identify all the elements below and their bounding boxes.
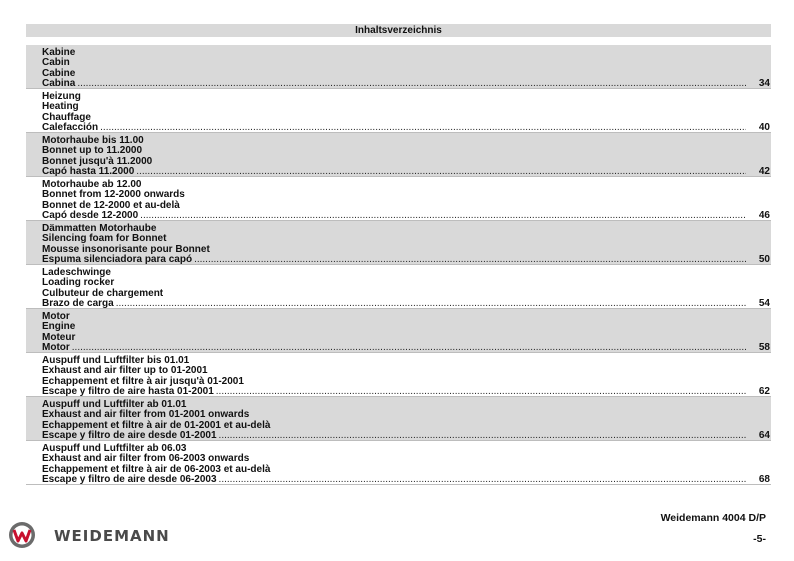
toc-entry-line: Espuma silenciadora para capó (42, 253, 193, 265)
toc-entry-line: Cabin (42, 57, 70, 69)
toc-entry-line: Chauffage (42, 111, 91, 123)
toc-entry-last-line (42, 343, 771, 353)
toc-entry-line: Heating (42, 101, 79, 113)
toc-entry-line: Brazo de carga (42, 297, 114, 309)
model-name: Weidemann 4004 D/P (660, 512, 766, 524)
dot-leader (136, 167, 746, 177)
toc-entry-line: Motorhaube ab 12.00 (42, 179, 142, 190)
page-number: -5- (753, 533, 766, 545)
dot-leader (72, 343, 746, 353)
table-of-contents (26, 45, 771, 485)
toc-entry-line: Bonnet de 12-2000 et au-delà (42, 199, 180, 211)
toc-entry-line: Echappement et filtre à air de 01-2001 et au-delà (42, 419, 271, 431)
toc-entry-line: Motor (42, 311, 70, 322)
toc-page-number[interactable]: 40 (758, 121, 770, 133)
toc-entry-line: Heizung (42, 91, 81, 102)
toc-entry-line: Culbuteur de chargement (42, 287, 164, 299)
toc-entry-line: Mousse insonorisante pour Bonnet (42, 243, 210, 255)
toc-entry-line: Capó desde 12-2000 (42, 209, 139, 221)
toc-page-number[interactable]: 62 (758, 385, 770, 397)
toc-entry[interactable] (26, 89, 771, 133)
toc-entry-line: Capó hasta 11.2000 (42, 165, 135, 177)
dot-leader (219, 475, 746, 485)
toc-entry-last-line (42, 255, 771, 265)
toc-page-number[interactable]: 54 (758, 297, 770, 309)
toc-entry[interactable] (26, 45, 771, 89)
toc-entry-last-line (42, 387, 771, 397)
toc-entry-line: Cabina (42, 77, 76, 89)
dot-leader (100, 123, 746, 133)
toc-entry[interactable] (26, 309, 771, 353)
dot-leader (116, 299, 746, 309)
toc-entry-line: Silencing foam for Bonnet (42, 233, 167, 245)
toc-entry[interactable] (26, 441, 771, 485)
toc-entry-line: Auspuff und Luftfilter ab 01.01 (42, 399, 187, 410)
toc-entry-line: Echappement et filtre à air de 06-2003 et au-delà (42, 463, 271, 475)
toc-entry[interactable] (26, 177, 771, 221)
toc-entry-line: Auspuff und Luftfilter bis 01.01 (42, 355, 190, 366)
toc-page-number[interactable]: 34 (758, 77, 770, 89)
toc-entry[interactable] (26, 265, 771, 309)
toc-entry-last-line (42, 79, 771, 89)
toc-entry-line: Bonnet jusqu'à 11.2000 (42, 155, 153, 167)
toc-entry-line: Exhaust and air filter up to 01-2001 (42, 365, 208, 377)
toc-entry-line: Escape y filtro de aire desde 01-2001 (42, 429, 217, 441)
toc-entry-last-line (42, 431, 771, 441)
toc-entry-line: Echappement et filtre à air jusqu'à 01-2001 (42, 375, 244, 387)
brand-name: WEIDEMANN (54, 527, 170, 545)
toc-entry-last-line (42, 299, 771, 309)
toc-entry-line: Ladeschwinge (42, 267, 111, 278)
toc-page-number[interactable]: 42 (758, 165, 770, 177)
toc-entry-last-line (42, 123, 771, 133)
toc-entry[interactable] (26, 397, 771, 441)
dot-leader (219, 431, 746, 441)
toc-entry-line: Bonnet from 12-2000 onwards (42, 189, 185, 201)
toc-entry-line: Kabine (42, 47, 76, 58)
toc-page-number[interactable]: 64 (758, 429, 770, 441)
dot-leader (194, 255, 746, 265)
toc-entry[interactable] (26, 221, 771, 265)
toc-page-number[interactable]: 68 (758, 473, 770, 485)
toc-page-number[interactable]: 46 (758, 209, 770, 221)
toc-entry-line: Escape y filtro de aire desde 06-2003 (42, 473, 217, 485)
toc-entry-line: Moteur (42, 331, 76, 343)
toc-entry-last-line (42, 167, 771, 177)
toc-entry-line: Cabine (42, 67, 76, 79)
toc-entry-line: Engine (42, 321, 76, 333)
toc-entry-line: Escape y filtro de aire hasta 01-2001 (42, 385, 214, 397)
dot-leader (77, 79, 746, 89)
toc-entry-line: Bonnet up to 11.2000 (42, 145, 143, 157)
toc-entry-line: Loading rocker (42, 277, 115, 289)
toc-entry-line: Motorhaube bis 11.00 (42, 135, 144, 146)
toc-entry-line: Dämmatten Motorhaube (42, 223, 157, 234)
toc-entry[interactable] (26, 133, 771, 177)
toc-entry-last-line (42, 211, 771, 221)
toc-entry-last-line (42, 475, 771, 485)
toc-header (26, 24, 771, 37)
toc-title: Inhaltsverzeichnis (355, 25, 442, 36)
toc-page-number[interactable]: 58 (758, 341, 770, 353)
toc-entry-line: Calefacción (42, 121, 99, 133)
dot-leader (140, 211, 746, 221)
toc-entry-line: Auspuff und Luftfilter ab 06.03 (42, 443, 187, 454)
toc-entry-line: Motor (42, 341, 70, 353)
dot-leader (216, 387, 746, 397)
toc-page-number[interactable]: 50 (758, 253, 770, 265)
toc-entry[interactable] (26, 353, 771, 397)
toc-entry-line: Exhaust and air filter from 01-2001 onwards (42, 409, 250, 421)
toc-entry-line: Exhaust and air filter from 06-2003 onwards (42, 453, 250, 465)
weidemann-w-logo-icon (8, 521, 36, 549)
